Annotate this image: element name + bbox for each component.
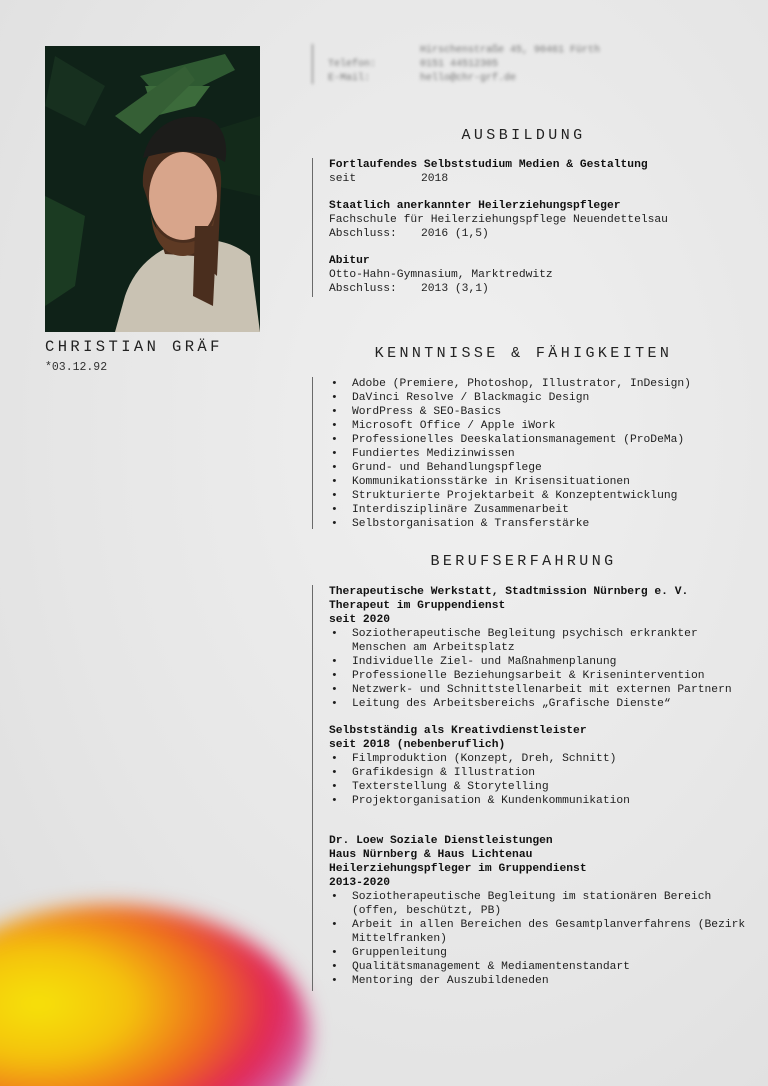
skill-item: • Kommunikationsstärke in Krisensituationen [329,475,749,489]
job-task: • Soziotherapeutische Begleitung psychisch erkrankter Menschen am Arbeitsplatz [329,627,749,655]
skill-item: • Interdisziplinäre Zusammenarbeit [329,503,749,517]
skill-item: • Strukturierte Projektarbeit & Konzeptentwicklung [329,489,749,503]
job-role: Heilerziehungspfleger im Gruppendienst [329,863,587,875]
contact-address [328,44,600,58]
job-employer: Dr. Loew Soziale Dienstleistungen [329,835,553,847]
job-task: • Leitung des Arbeitsbereichs „Grafische Dienste“ [329,697,749,711]
job-tasks-list [329,890,749,988]
skills-heading: KENNTNISSE & FÄHIGKEITEN [374,345,673,362]
education-entry-title: Fortlaufendes Selbststudium Medien & Gestaltung [329,159,648,171]
job-location: Haus Nürnberg & Haus Lichtenau [329,849,533,861]
skill-item: • Microsoft Office / Apple iWork [329,419,749,433]
job-role: Therapeut im Gruppendienst [329,600,506,612]
education-entry-meta [329,227,749,241]
skill-item: • Selbstorganisation & Transferstärke [329,517,749,531]
portrait-illustration [45,46,260,332]
education-entry-value: 2016 (1,5) [421,228,489,240]
candidate-name: CHRISTIAN GRÄF [45,338,223,356]
education-entry-title: Abitur [329,255,370,267]
job-tasks-list [329,752,749,808]
skills-list [329,377,749,531]
skill-item: • WordPress & SEO-Basics [329,405,749,419]
experience-heading: BERUFSERFAHRUNG [430,553,617,570]
job-tasks-list [329,627,749,711]
job-task: • Mentoring der Auszubildeneden [329,974,749,988]
skill-item: • Professionelles Deeskalationsmanagement (ProDeMa) [329,433,749,447]
education-entry-label: seit [329,173,357,185]
education-entry-value: 2018 [421,173,449,185]
job-task: • Filmproduktion (Konzept, Dreh, Schnitt) [329,752,749,766]
contact-email [328,72,600,86]
education-entry-meta [329,282,749,296]
profile-photo [45,46,260,332]
job-task: • Gruppenleitung [329,946,749,960]
contact-value: Hirschenstraße 45, 90461 Fürth [420,45,601,56]
job-employer: Therapeutische Werkstatt, Stadtmission Nürnberg e. V. [329,586,689,598]
education-entry-label: Abschluss: [329,228,397,240]
education-entry-meta [329,172,749,186]
job-employer: Selbstständig als Kreativdienstleister [329,725,587,737]
contact-phone [328,58,600,72]
education-heading: AUSBILDUNG [461,127,586,144]
job-task: • Netzwerk- und Schnittstellenarbeit mit externen Partnern [329,683,749,697]
job-task: • Individuelle Ziel- und Maßnahmenplanung [329,655,749,669]
job-period: seit 2020 [329,614,391,626]
job-task: • Projektorganisation & Kundenkommunikation [329,794,749,808]
education-entry-line: Fachschule für Heilerziehungspflege Neuendettelsau [329,214,668,226]
contact-label: Telefon: [328,59,377,70]
skill-item: • Fundiertes Medizinwissen [329,447,749,461]
contact-value: 0151 44512305 [420,59,499,70]
education-entry-title: Staatlich anerkannter Heilerziehungspfleger [329,200,621,212]
decorative-color-blob [0,905,310,1086]
education-entry-line: Otto-Hahn-Gymnasium, Marktredwitz [329,269,553,281]
skills-section [312,377,749,529]
job-period: 2013-2020 [329,877,391,889]
skill-item: • Adobe (Premiere, Photoshop, Illustrator, InDesign) [329,377,749,391]
job-task: • Grafikdesign & Illustration [329,766,749,780]
education-section [312,158,749,297]
skill-item: • Grund- und Behandlungspflege [329,461,749,475]
experience-section [312,585,749,991]
contact-block [312,44,600,84]
job-task: • Soziotherapeutische Begleitung im stationären Bereich (offen, beschützt, PB) [329,890,749,918]
job-task: • Professionelle Beziehungsarbeit & Krisenintervention [329,669,749,683]
job-task: • Texterstellung & Storytelling [329,780,749,794]
contact-label: E-Mail: [328,73,371,84]
education-entry-value: 2013 (3,1) [421,283,489,295]
job-period: seit 2018 (nebenberuflich) [329,739,506,751]
skill-item: • DaVinci Resolve / Blackmagic Design [329,391,749,405]
education-entry-label: Abschluss: [329,283,397,295]
contact-value: hello@chr-grf.de [420,73,517,84]
date-of-birth: *03.12.92 [45,361,108,374]
job-task: • Qualitätsmanagement & Mediamentenstandart [329,960,749,974]
job-task: • Arbeit in allen Bereichen des Gesamtplanverfahrens (Bezirk Mittelfranken) [329,918,749,946]
